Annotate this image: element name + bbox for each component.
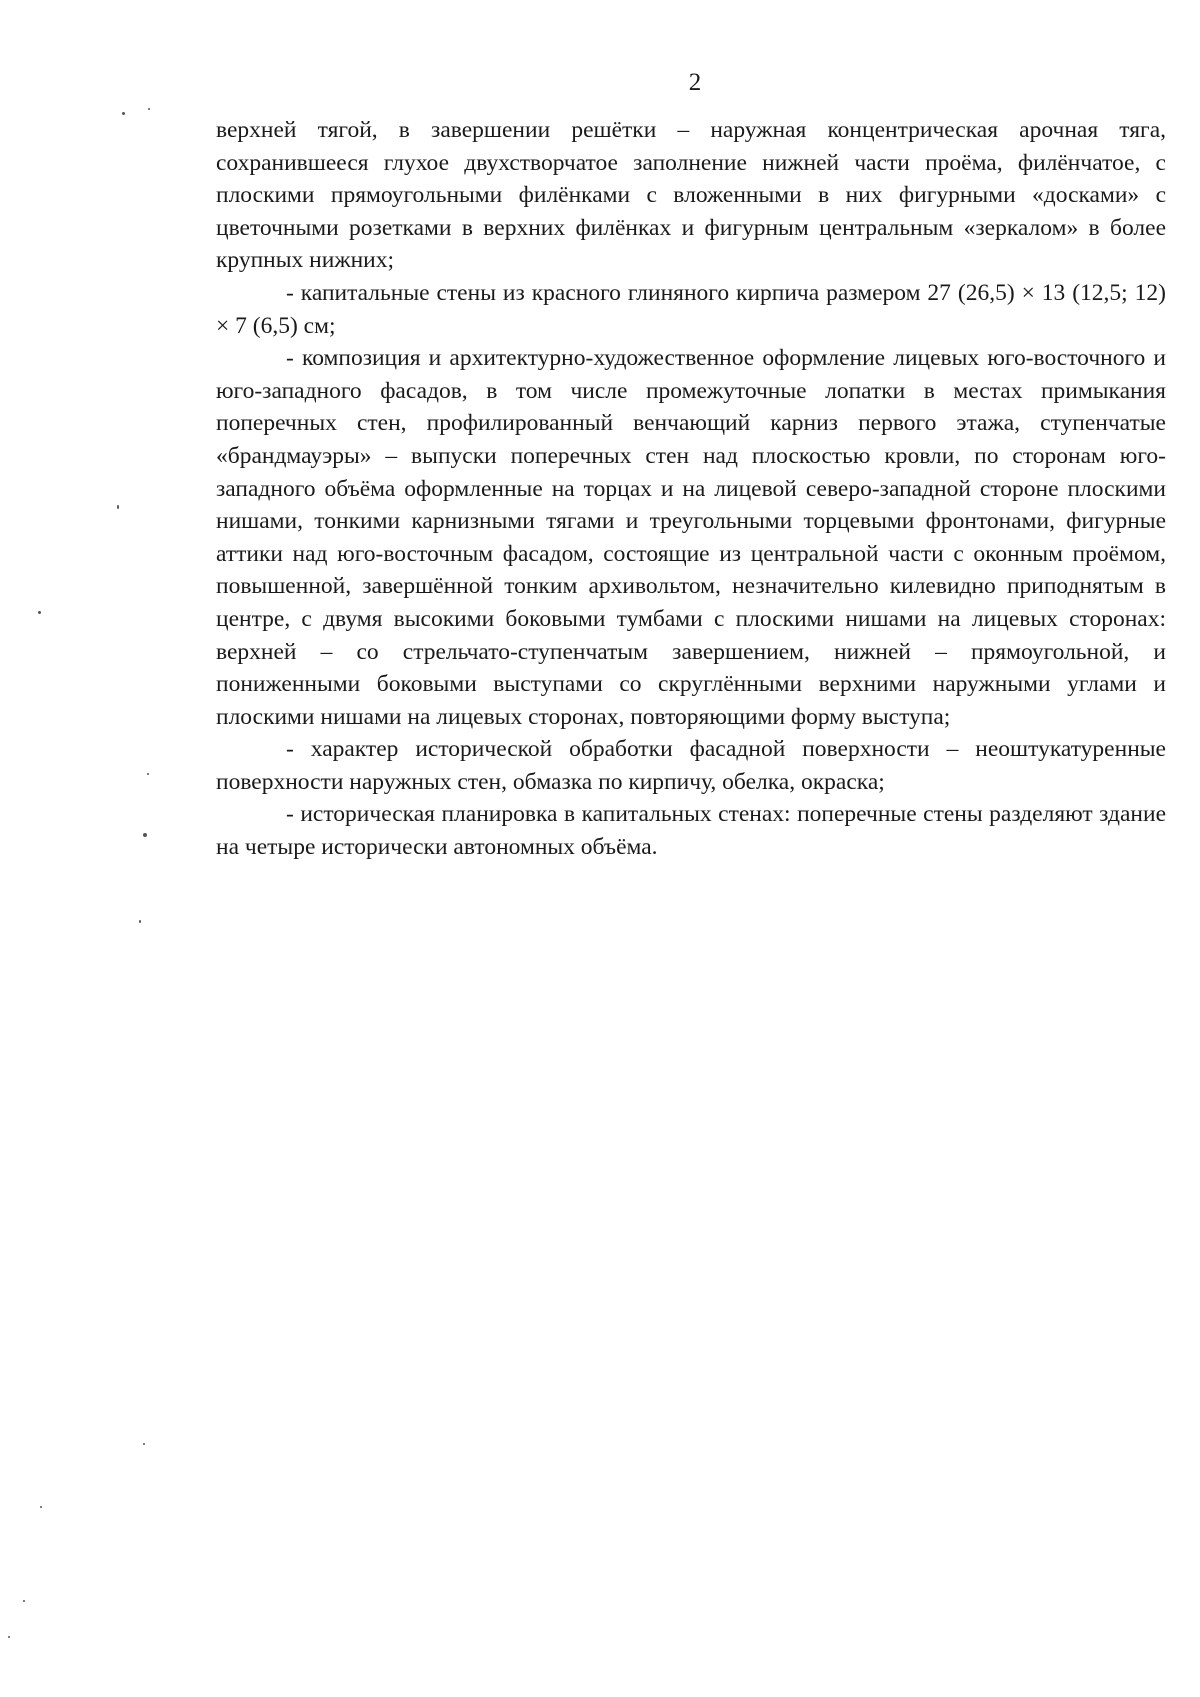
scan-speck bbox=[143, 833, 147, 837]
scan-speck bbox=[23, 1600, 25, 1602]
paragraph-surface-treatment: - характер исторической обработки фасадной поверхности – неоштукатуренные поверхности наружных стен, обмазка по кирпичу, обелка, окраска; bbox=[216, 736, 1166, 795]
scan-speck bbox=[40, 1506, 42, 1508]
scan-speck bbox=[143, 1443, 145, 1445]
paragraph-capital-walls: - капитальные стены из красного глиняного кирпича размером 27 (26,5) × 13 (12,5; 12) × 7 (6,5) см; bbox=[216, 279, 1166, 339]
page-number: 2 bbox=[688, 69, 702, 96]
paragraph-facade-composition: - композиция и архитектурно-художественное оформление лицевых юго-восточного и юго-западного фасадов, в том числе промежуточные лопатки в местах примыкания поперечных стен, профилированный венчающий карниз первого этажа, ступенчатые «брандмауэры» – выпуски поперечных стен над плоскостью кровли, по сторонам юго-западного объёма оформленные на торцах и на лицевой северо-западной стороне плоскими нишами, тонкими карнизными тягами и треугольными торцевыми фронтонами, фигурные аттики над юго-восточным фасадом, состоящие из центральной части с оконным проёмом, повышенной, завершённой тонким архивольтом, незначительно килевидно приподнятым в центре, с двумя высокими боковыми тумбами с плоскими нишами на лицевых сторонах: верхней – со стрельчато-ступенчатым завершением, нижней – прямоугольной, и пониженными боковыми выступами со скруглёнными верхними наружными углами и плоскими нишами на лицевых сторонах, повторяющими форму выступа; bbox=[216, 345, 1166, 730]
paragraph-historic-layout: - историческая планировка в капитальных стенах: поперечные стены разделяют здание на четыре исторически автономных объёма. bbox=[216, 801, 1166, 861]
paragraph-window-filling: верхней тягой, в завершении решётки – наружная концентрическая арочная тяга, сохранившееся глухое двухстворчатое заполнение нижней части проёма, филёнчатое, с плоскими прямоугольными филёнками с вложенными в них фигурными «досками» с цветочными розетками в верхних филёнках и фигурным центральным «зеркалом» в более крупных нижних; bbox=[216, 117, 1166, 274]
body-text bbox=[216, 114, 1166, 864]
scan-speck bbox=[122, 112, 125, 115]
scan-speck bbox=[139, 920, 141, 923]
scan-speck bbox=[117, 505, 119, 509]
scan-speck bbox=[148, 108, 150, 110]
scan-speck bbox=[147, 773, 149, 775]
scan-speck bbox=[38, 611, 41, 614]
scan-speck bbox=[8, 1636, 10, 1638]
